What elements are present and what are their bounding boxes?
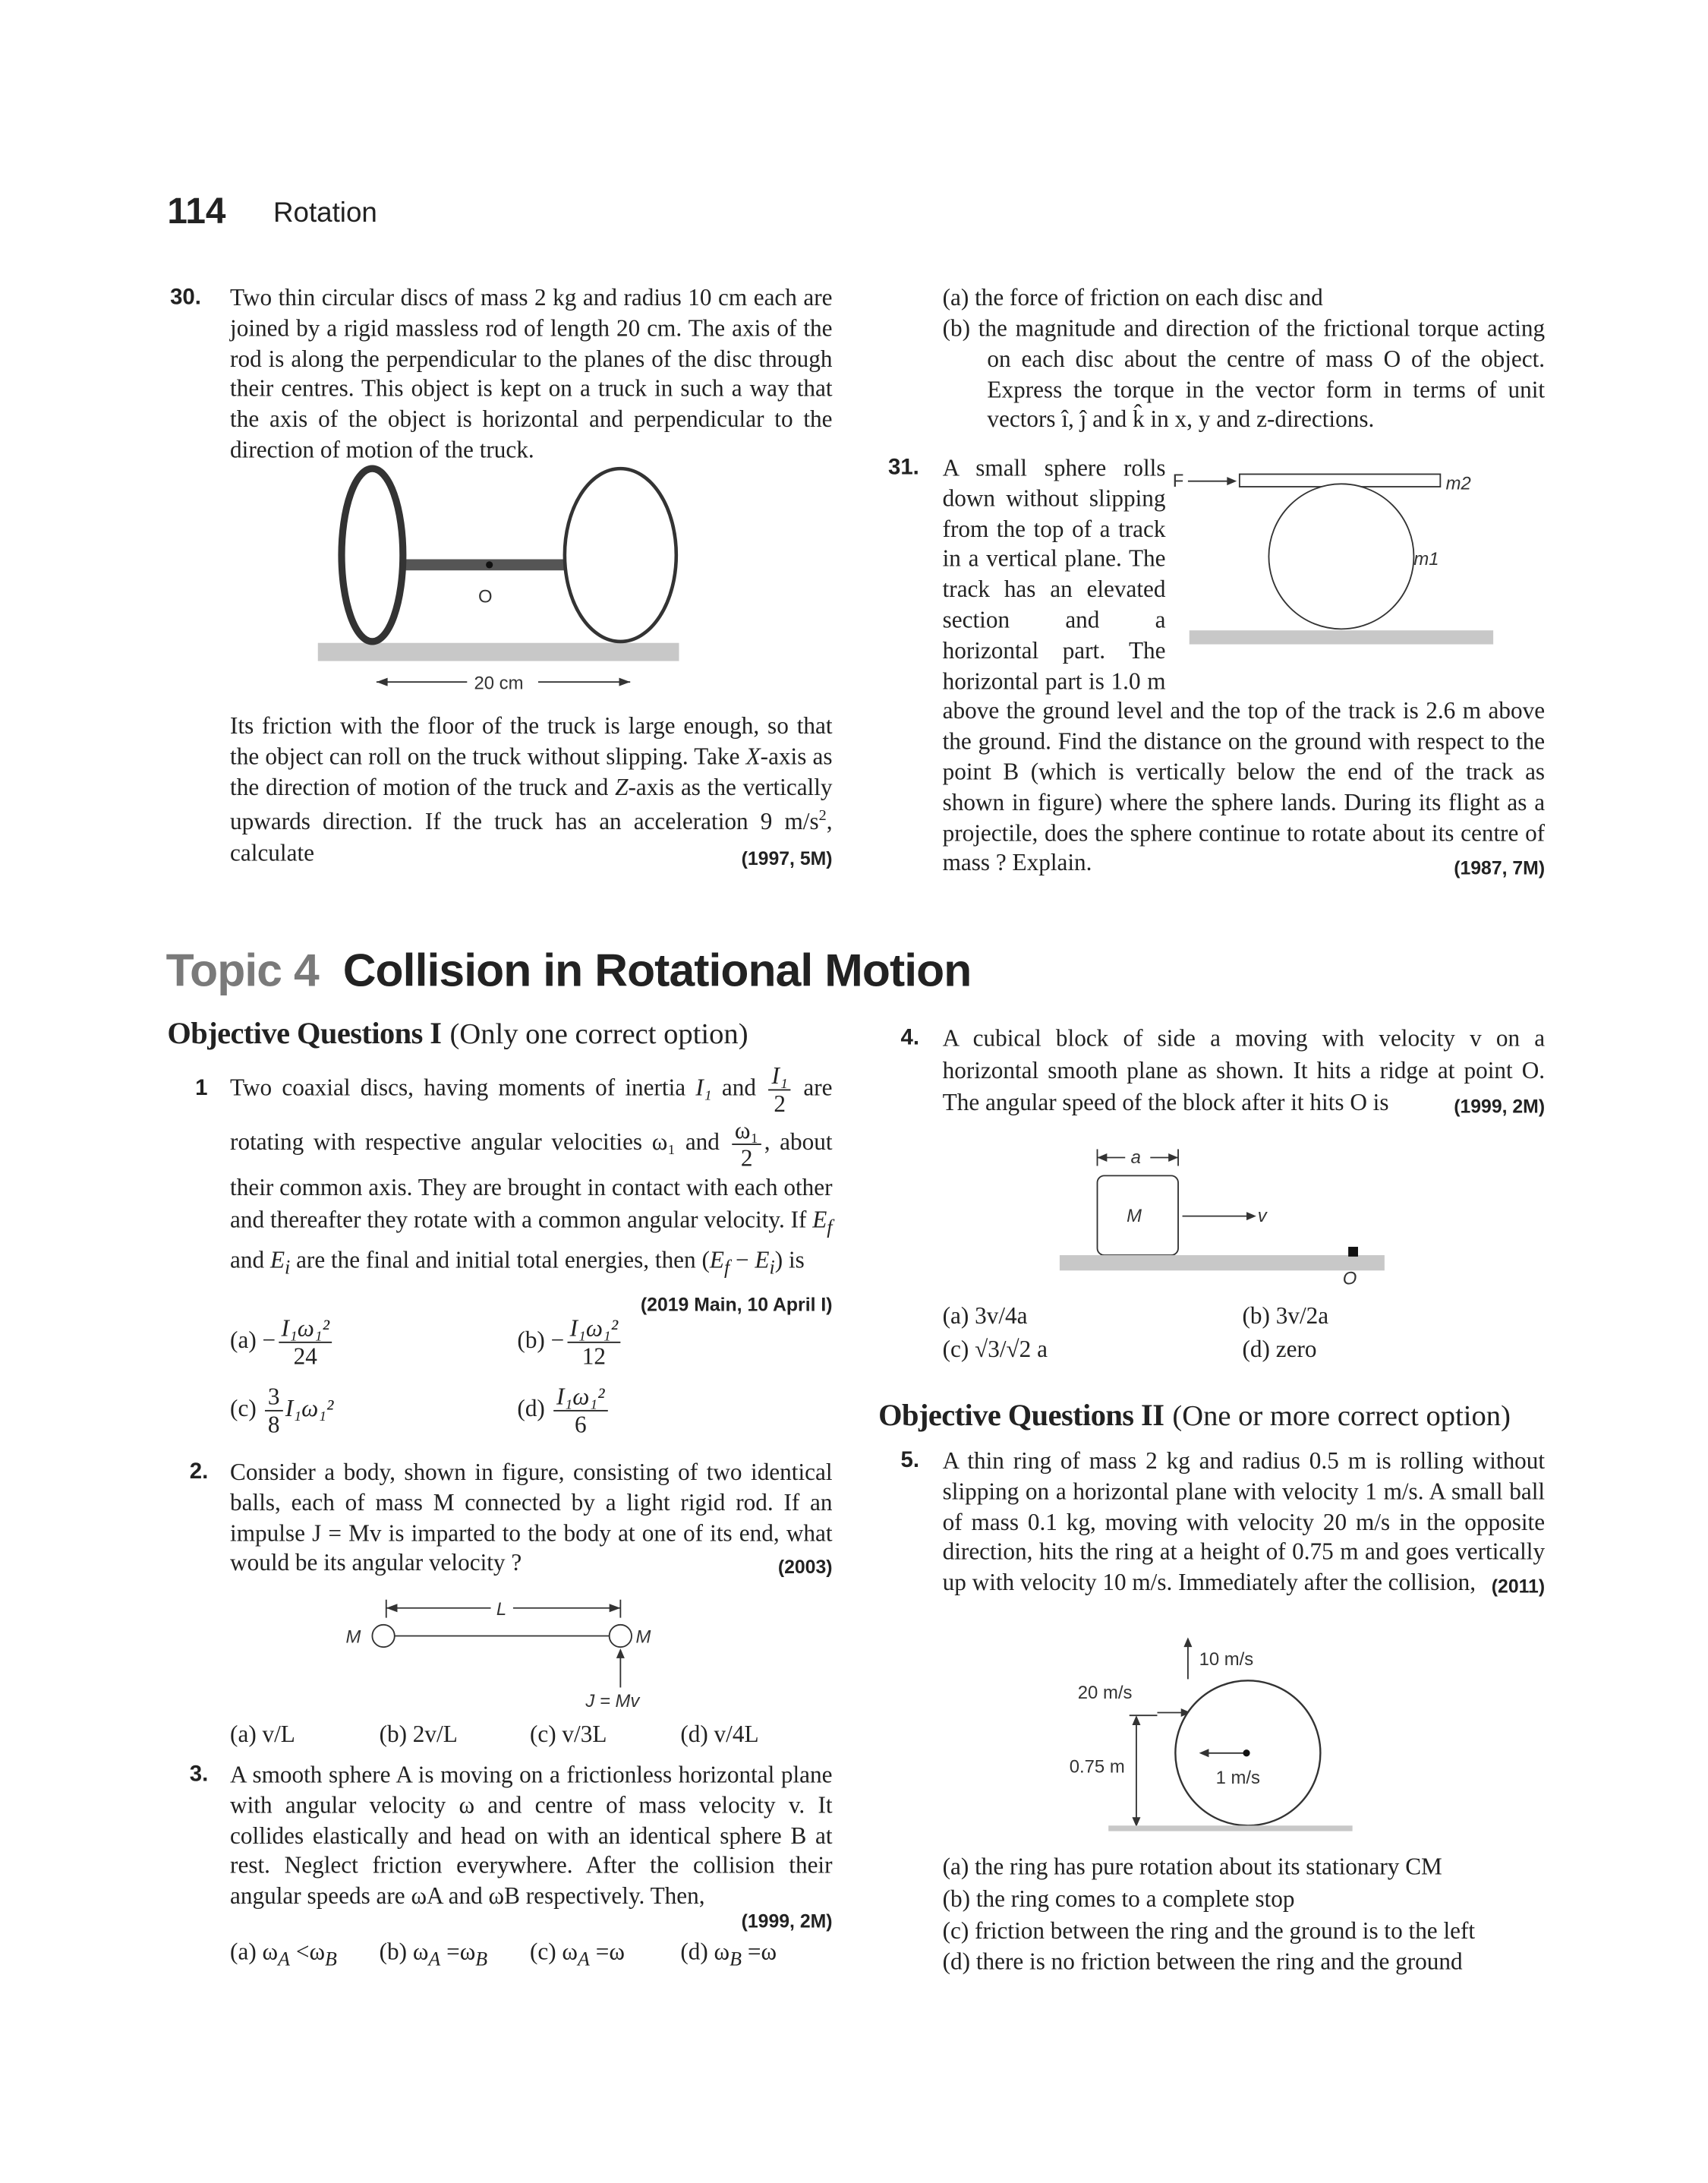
ball-right [610, 1625, 632, 1647]
superscript: 2 [818, 808, 827, 825]
q1-t1: Two coaxial discs, having moments of inertia [230, 1074, 696, 1101]
q5-text-body: A thin ring of mass 2 kg and radius 0.5 m is rolling without slipping on a horizontal plane with velocity 1 m/s. A small ball of mass 0.1 kg, moving with velocity 20 m/s in the opposite direction, hits the ring at a height of 0.75 m and goes vertically up with velocity 10 m/s. Immediately after the collision, [942, 1447, 1546, 1596]
op: = [747, 1939, 761, 1965]
var-e: E [755, 1247, 770, 1274]
fraction [553, 1383, 607, 1438]
ball-left [372, 1625, 394, 1647]
q5-option-a: (a) the ring has pure rotation about its stationary CM [942, 1853, 1442, 1880]
q4-number: 4. [900, 1026, 920, 1051]
q31-text: A small sphere rolls down without slipping from the top of a track in a vertical plane. The track has an elevated section and a horizontal part. The horizontal part is 1.0 m above the ground level and the top of the track is 2.6 m above the ground. Find the distance on the ground with respect to the point B (which is vertically below the end of the track as shown in figure) where the sphere lands. During its flight as a projectile, does the sphere continue to rotate about its centre of mass ? Explain. [942, 454, 1546, 877]
centre-dot [486, 561, 493, 568]
sign: − [550, 1327, 565, 1354]
impulse-arrowhead [616, 1648, 625, 1658]
x-axis-var: X [745, 743, 761, 770]
rod [402, 560, 566, 571]
q30-text: Two thin circular discs of mass 2 kg and radius 10 cm each are joined by a rigid massless rod of length 20 cm. The axis of the rod is along the perpendicular to the planes of the disc through their centres. This object is kept on a truck in such a way that the axis of the object is horizontal and perpendicular to the direction of motion of the truck. [230, 284, 833, 463]
q1-option-d [517, 1383, 610, 1438]
q2-option-d: (d) v/4L [680, 1721, 759, 1748]
q1-t5: , about their common axis. They are brought in contact with each other and thereafter they rotate with a common angular velocity. If [230, 1128, 833, 1233]
q2-option-a: (a) v/L [230, 1721, 295, 1748]
label-f: F [1172, 471, 1184, 492]
q3-option-d [680, 1939, 777, 1973]
label-j: J = Mv [585, 1691, 640, 1712]
label-o: O [477, 586, 493, 607]
ground [1108, 1825, 1352, 1831]
z-axis-var: Z [615, 773, 629, 800]
label-20ms: 20 m/s [1077, 1683, 1133, 1704]
label-height: 0.75 m [1069, 1756, 1125, 1778]
label-a: a [1130, 1147, 1141, 1168]
label-10ms: 10 m/s [1199, 1649, 1254, 1670]
force-arrowhead [1227, 477, 1237, 485]
omega: ω [309, 1939, 326, 1965]
label-m-left: M [345, 1626, 361, 1648]
omega: ω [609, 1939, 625, 1965]
var-e: E [812, 1206, 827, 1233]
q5-figure [1060, 1632, 1366, 1841]
q1-option-c [230, 1383, 333, 1438]
omega: ω [562, 1939, 578, 1965]
frac-num: I₁ [769, 1063, 791, 1091]
expr: I₁ω₁² [285, 1395, 334, 1422]
obj2-heading [878, 1397, 1511, 1434]
q3-option-b [380, 1939, 488, 1973]
topic-title: Collision in Rotational Motion [342, 944, 972, 996]
option-label: (d) [517, 1395, 545, 1422]
q3-text: A smooth sphere A is moving on a frictionless horizontal plane with angular velocity ω and centre of mass velocity v. It collides elastically and head on with an identical sphere B at rest. Neglect friction everywhere. After the collision their angular speeds are ωA and ωB respectively. Then, [230, 1761, 833, 1910]
q30-text-2b: -axis as the direction of motion of the truck and [230, 743, 833, 800]
omega: ω [262, 1939, 279, 1965]
sign: − [262, 1327, 276, 1354]
obj2-subtitle: (One or more correct option) [1172, 1399, 1511, 1433]
q31-block [943, 453, 1545, 885]
page-number: 114 [167, 189, 226, 232]
sphere [1268, 484, 1413, 629]
q1-t6: and [230, 1247, 270, 1274]
left-disc [342, 468, 403, 642]
q1-t8: − [730, 1247, 755, 1274]
q1-t4: and [676, 1128, 730, 1156]
chapter-title: Rotation [273, 197, 377, 229]
op: = [446, 1939, 460, 1965]
label-20cm: 20 cm [474, 673, 524, 694]
omega: ω [412, 1939, 429, 1965]
q1-number: 1 [195, 1076, 208, 1101]
sub: A [278, 1948, 291, 1972]
ball-up-arrowhead [1183, 1637, 1192, 1647]
q1-source: (2019 Main, 10 April I) [640, 1294, 833, 1315]
option-label: (b) [379, 1939, 408, 1965]
option-label: (c) [529, 1939, 556, 1965]
sub: B [475, 1948, 488, 1972]
frac-den: 6 [574, 1411, 587, 1438]
op: < [295, 1939, 310, 1965]
label-m: M [1127, 1205, 1142, 1226]
obj2-title: Objective Questions II [878, 1397, 1164, 1433]
q30-text-2a: Its friction with the floor of the truck is large enough, so that the object can roll on the truck without slipping. Take [230, 712, 833, 770]
q5-number: 5. [900, 1449, 920, 1473]
option-label: (a) [230, 1939, 257, 1965]
q4-text [943, 1022, 1545, 1122]
q1-t3: are rotating with respective angular velocities [230, 1074, 833, 1156]
q1-option-b [517, 1315, 623, 1370]
obj1-title: Objective Questions I [167, 1015, 442, 1051]
option-label: (a) [230, 1327, 257, 1354]
q3-source: (1999, 2M) [741, 1910, 833, 1932]
omega: ω [459, 1939, 476, 1965]
q5-option-b: (b) the ring comes to a complete stop [942, 1885, 1295, 1913]
q4-source: (1999, 2M) [1454, 1096, 1546, 1118]
var-i1: I₁ [695, 1074, 712, 1101]
q4-option-c: (c) √3/√2 a [942, 1336, 1048, 1363]
q30-part-a: (a) the force of friction on each disc and [942, 284, 1323, 311]
frac-num: I₁ω₁² [279, 1315, 332, 1343]
fraction [279, 1315, 332, 1370]
q1-t7: are the final and initial total energies, then ( [290, 1247, 710, 1274]
frac-den: 24 [293, 1342, 317, 1370]
q2-number: 2. [189, 1460, 209, 1484]
q31-number: 31. [887, 456, 919, 480]
ring-centre [1243, 1749, 1249, 1756]
topic-label: Topic 4 [165, 944, 319, 996]
q30-source: (1997, 5M) [741, 847, 833, 869]
q2-option-b: (b) 2v/L [379, 1721, 458, 1748]
q4-figure [1053, 1140, 1394, 1287]
obj1-heading [167, 1015, 748, 1052]
frac-num: 3 [265, 1383, 282, 1412]
omega: ω [761, 1939, 777, 1965]
q2-source: (2003) [777, 1557, 833, 1579]
label-l: L [496, 1598, 507, 1620]
q5-option-c: (c) friction between the ring and the ground is to the left [942, 1917, 1476, 1945]
sub: A [578, 1948, 590, 1972]
sub-i: i [285, 1257, 291, 1280]
q30-number: 30. [170, 285, 201, 310]
q2-figure [335, 1590, 670, 1715]
obj1-subtitle: (Only one correct option) [449, 1016, 748, 1051]
label-m-right: M [635, 1626, 651, 1648]
omega: ω [714, 1939, 730, 1965]
sub: A [428, 1948, 441, 1972]
fraction [567, 1315, 621, 1370]
q4-option-a: (a) 3v/4a [942, 1302, 1028, 1330]
q2-option-c: (c) v/3L [529, 1721, 607, 1748]
q1-option-a [230, 1315, 335, 1370]
q5-source: (2011) [1491, 1576, 1546, 1598]
q4-text-body: A cubical block of side a moving with velocity v on a horizontal smooth plane as shown. It hits a ridge at point O. The angular speed of the block after it hits O is [942, 1024, 1546, 1116]
ground [1190, 630, 1493, 644]
label-m1: m1 [1413, 548, 1439, 569]
frac-num: I₁ω₁² [567, 1315, 621, 1343]
velocity-arrowhead [1246, 1212, 1256, 1220]
sub-i: i [769, 1257, 775, 1280]
q30-text-2c: -axis as the vertically upwards direction. If the truck has an acceleration 9 m/s [230, 773, 833, 836]
frac-den: 12 [581, 1342, 607, 1370]
q3-option-c [530, 1939, 625, 1973]
truck-floor [318, 643, 679, 661]
q5-option-d: (d) there is no friction between the ring and the ground [942, 1948, 1463, 1975]
frac-den: 2 [774, 1090, 786, 1118]
q3-number: 3. [189, 1762, 209, 1787]
label-v: v [1257, 1205, 1267, 1226]
q4-option-d: (d) zero [1242, 1336, 1317, 1363]
sub-f: f [723, 1257, 730, 1280]
q2-text [230, 1457, 832, 1583]
sub-f: f [827, 1216, 833, 1239]
ridge [1348, 1247, 1358, 1257]
frac-den: 2 [740, 1144, 753, 1172]
q30-text-2 [230, 711, 832, 874]
q5-text [943, 1446, 1545, 1603]
q1-text [230, 1063, 832, 1320]
option-label: (c) [230, 1395, 257, 1422]
q30-text-2d: , calculate [230, 809, 833, 866]
var-w1: ω₁ [651, 1128, 676, 1156]
var-e: E [709, 1247, 724, 1274]
fraction [769, 1063, 791, 1118]
q31-source: (1987, 7M) [1454, 858, 1546, 879]
op: = [595, 1939, 610, 1965]
label-1ms: 1 m/s [1215, 1768, 1260, 1789]
label-o: O [1342, 1268, 1357, 1289]
fraction [732, 1117, 761, 1172]
sub: B [325, 1948, 337, 1972]
ground [1060, 1255, 1385, 1270]
q30-part-b: (b) the magnitude and direction of the frictional torque acting on each disc about the centre of mass O of the object. Express the torque in the vector form in terms of unit vectors î, ĵ and k̂ in x, y and z-directions. [942, 315, 1546, 434]
q2-text-body: Consider a body, shown in figure, consisting of two identical balls, each of mass M connected by a light rigid rod. If an impulse J = Mv is imparted to the body at one of its end, what would be its angular velocity ? [230, 1459, 833, 1577]
q4-option-b: (b) 3v/2a [1242, 1302, 1329, 1330]
var-e: E [269, 1247, 285, 1274]
option-label: (d) [680, 1939, 708, 1965]
option-label: (b) [517, 1327, 545, 1354]
label-m2: m2 [1445, 473, 1471, 494]
frac-den: 8 [267, 1411, 280, 1438]
frac-num: I₁ω₁² [553, 1383, 607, 1412]
fraction [265, 1383, 282, 1438]
q1-t9: ) is [774, 1247, 805, 1274]
q1-t2: and [711, 1074, 767, 1101]
sub: B [730, 1948, 742, 1972]
q31-figure [1172, 453, 1545, 685]
right-disc [565, 468, 676, 642]
topic-heading [166, 944, 972, 997]
q3-option-a [230, 1939, 337, 1973]
frac-num: ω₁ [732, 1117, 761, 1145]
q30-figure [307, 460, 697, 704]
